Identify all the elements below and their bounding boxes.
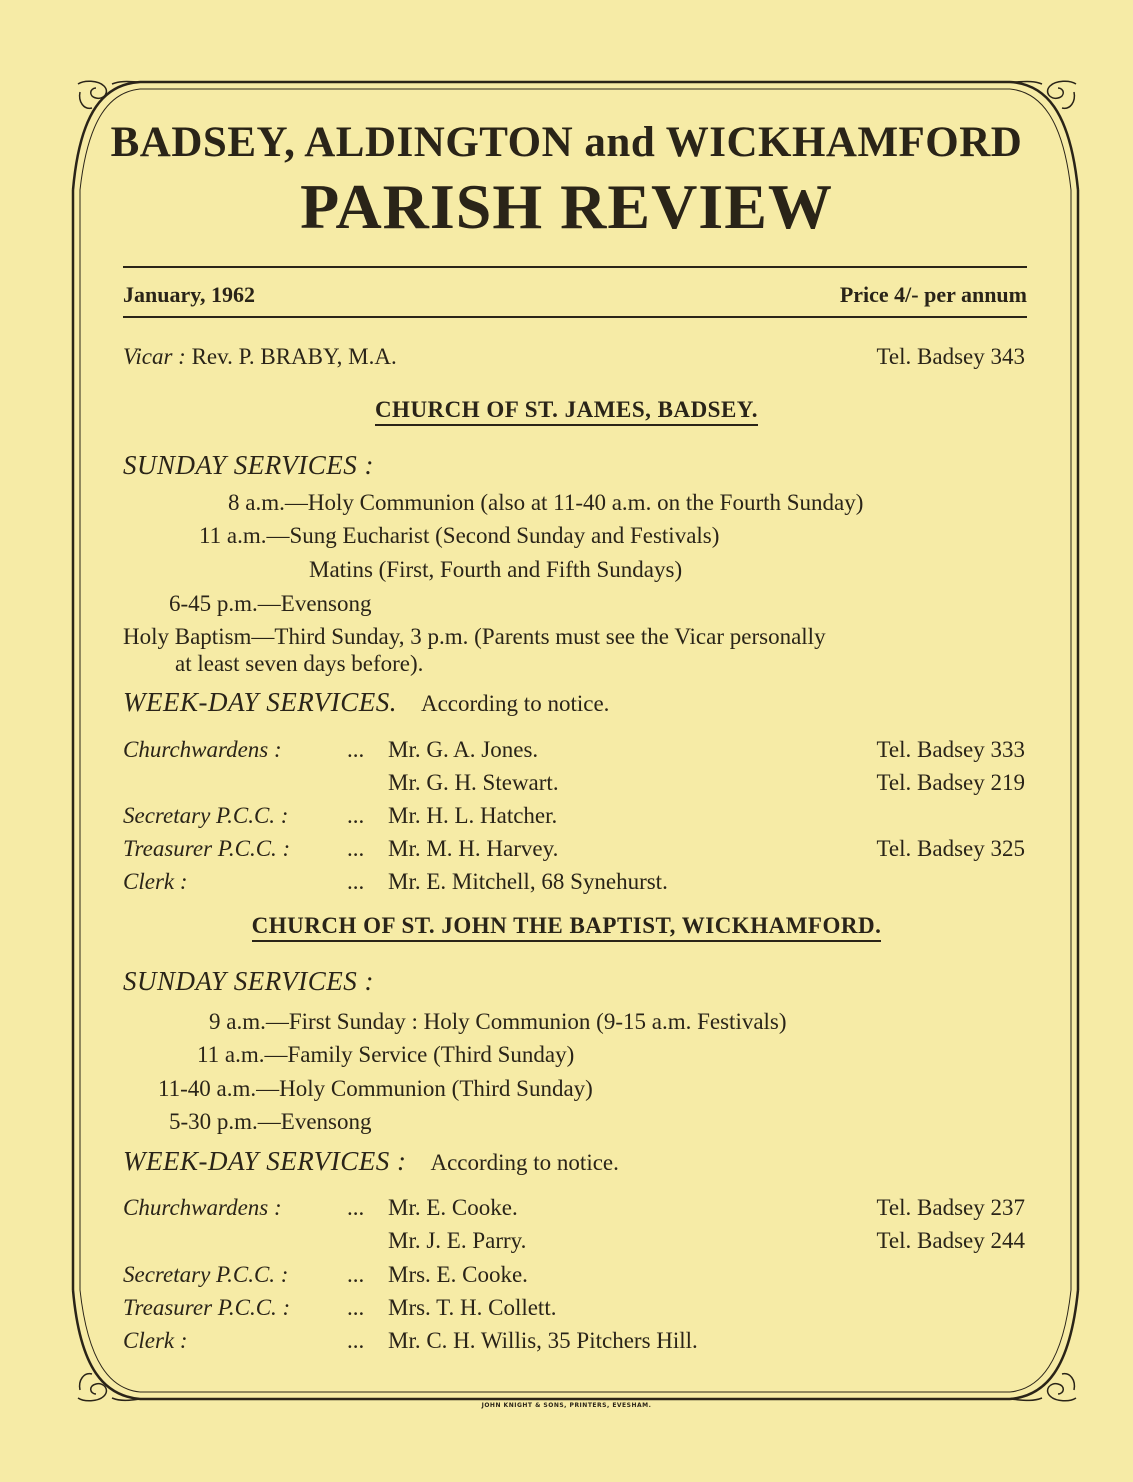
badsey-service-3: Matins (First, Fourth and Fifth Sundays) (309, 557, 683, 582)
badsey-officer-tel: Tel. Badsey 325 (876, 836, 1025, 861)
wickhamford-officer-dots: ... (347, 1262, 365, 1287)
wickhamford-weekday-text: According to notice. (430, 1150, 619, 1175)
wickhamford-officer-tel: Tel. Badsey 244 (876, 1228, 1025, 1253)
wickhamford-weekday-line (123, 1146, 619, 1177)
wickhamford-officer-role: Secretary P.C.C. : (123, 1262, 289, 1287)
wickhamford-service-3: 11-40 a.m.—Holy Communion (Third Sunday) (158, 1076, 593, 1101)
badsey-officer-tel: Tel. Badsey 333 (876, 737, 1025, 762)
badsey-officer-role: Churchwardens : (123, 737, 282, 762)
badsey-service-4: 6-45 p.m.—Evensong (169, 591, 372, 616)
issue-date: January, 1962 (123, 282, 256, 307)
wickhamford-service-2: 11 a.m.—Family Service (Third Sunday) (197, 1042, 575, 1067)
header-rule-bottom (123, 316, 1027, 318)
masthead-parishes: BADSEY, ALDINGTON and WICKHAMFORD (110, 119, 1023, 166)
wickhamford-church-title: CHURCH OF ST. JOHN THE BAPTIST, WICKHAMFORD. (0, 913, 1133, 939)
badsey-officer-name: Mr. G. A. Jones. (388, 737, 539, 762)
badsey-service-2: 11 a.m.—Sung Eucharist (Second Sunday and Festivals) (199, 523, 720, 548)
badsey-officer-role: Clerk : (123, 869, 188, 894)
wickhamford-officer-role: Clerk : (123, 1328, 188, 1353)
badsey-officer-dots: ... (347, 836, 365, 861)
badsey-officer-name: Mr. G. H. Stewart. (388, 770, 559, 795)
badsey-sunday-heading: SUNDAY SERVICES : (123, 450, 374, 480)
printer-imprint: JOHN KNIGHT & SONS, PRINTERS, EVESHAM. (481, 1402, 652, 1409)
badsey-officer-name: Mr. M. H. Harvey. (388, 836, 559, 861)
wickhamford-officer-name: Mr. E. Cooke. (388, 1195, 518, 1220)
badsey-weekday-text: According to notice. (420, 691, 610, 716)
vicar-name: Rev. P. BRABY, M.A. (191, 344, 397, 369)
badsey-weekday-heading: WEEK-DAY SERVICES. (123, 687, 397, 717)
wickhamford-service-1: 9 a.m.—First Sunday : Holy Communion (9-15 a.m. Festivals) (209, 1009, 787, 1034)
badsey-baptism-line-2: at least seven days before). (175, 651, 424, 676)
wickhamford-service-4: 5-30 p.m.—Evensong (169, 1109, 372, 1134)
wickhamford-officer-role: Treasurer P.C.C. : (123, 1295, 291, 1320)
vicar-label: Vicar : (123, 344, 186, 369)
badsey-officer-tel: Tel. Badsey 219 (876, 770, 1025, 795)
wickhamford-officer-dots: ... (347, 1295, 365, 1320)
wickhamford-officer-name: Mrs. T. H. Collett. (388, 1295, 557, 1320)
badsey-officer-name: Mr. H. L. Hatcher. (388, 803, 558, 828)
wickhamford-officer-role: Churchwardens : (123, 1195, 282, 1220)
wickhamford-officer-dots: ... (347, 1195, 365, 1220)
wickhamford-weekday-heading: WEEK-DAY SERVICES : (123, 1146, 407, 1176)
wickhamford-officer-name: Mrs. E. Cooke. (388, 1262, 528, 1287)
badsey-baptism-line-1: Holy Baptism—Third Sunday, 3 p.m. (Parents must see the Vicar personally (123, 624, 826, 649)
badsey-officer-role: Treasurer P.C.C. : (123, 836, 291, 861)
vicar-line (123, 344, 397, 370)
wickhamford-sunday-heading: SUNDAY SERVICES : (123, 966, 374, 996)
badsey-officer-name: Mr. E. Mitchell, 68 Synehurst. (388, 869, 668, 894)
wickhamford-officer-name: Mr. J. E. Parry. (388, 1228, 527, 1253)
wickhamford-officer-name: Mr. C. H. Willis, 35 Pitchers Hill. (388, 1328, 698, 1353)
wickhamford-officer-dots: ... (347, 1328, 365, 1353)
badsey-weekday-line (123, 687, 609, 718)
wickhamford-officer-tel: Tel. Badsey 237 (876, 1195, 1025, 1220)
vicar-tel: Tel. Badsey 343 (876, 344, 1025, 369)
header-rule-top (123, 266, 1027, 268)
badsey-officer-dots: ... (347, 803, 365, 828)
badsey-church-title: CHURCH OF ST. JAMES, BADSEY. (0, 397, 1133, 423)
subscription-price: Price 4/- per annum (839, 282, 1027, 307)
badsey-officer-dots: ... (347, 869, 365, 894)
masthead-title: PARISH REVIEW (300, 171, 833, 242)
badsey-service-1: 8 a.m.—Holy Communion (also at 11-40 a.m. on the Fourth Sunday) (228, 490, 864, 515)
badsey-officer-role: Secretary P.C.C. : (123, 803, 289, 828)
badsey-officer-dots: ... (347, 737, 365, 762)
